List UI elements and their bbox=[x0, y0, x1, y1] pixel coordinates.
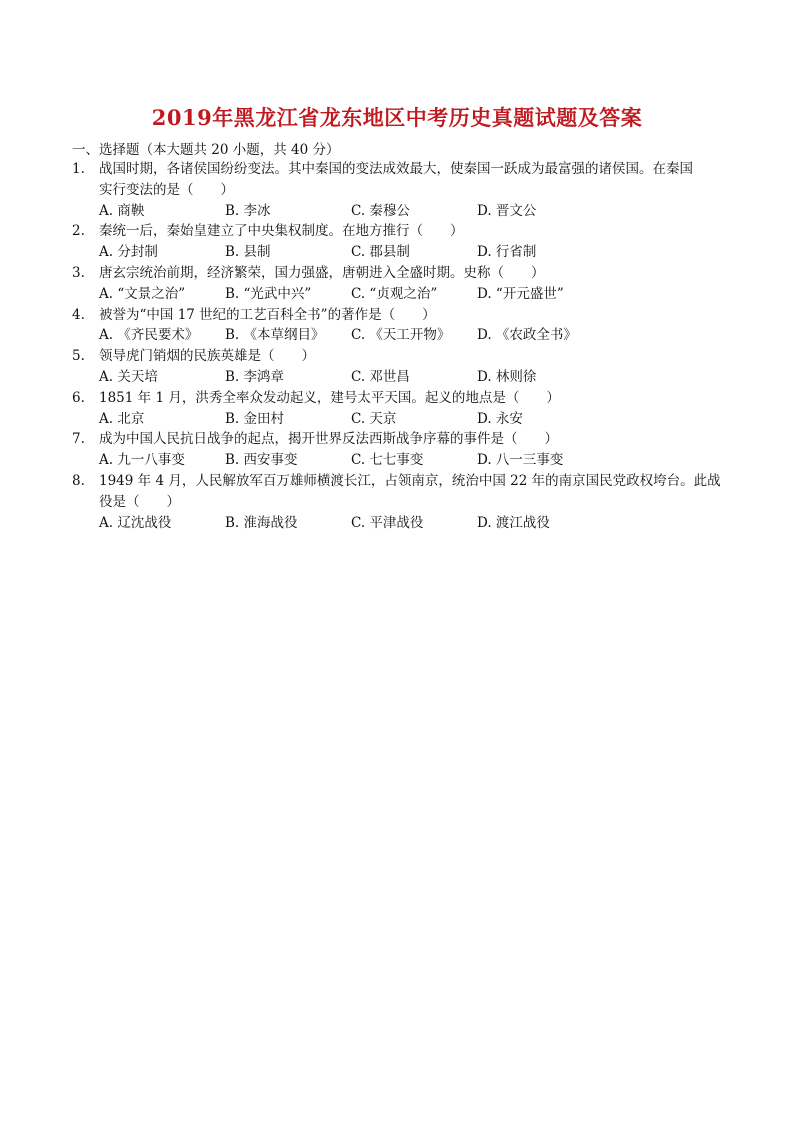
answer-option[interactable]: A. “文景之治” bbox=[99, 285, 186, 302]
question-stem-line: 1851 年 1 月，洪秀全率众发动起义，建号太平天国。起义的地点是（ ） bbox=[99, 389, 560, 406]
answer-option[interactable]: B. 西安事变 bbox=[225, 452, 298, 469]
option-row bbox=[99, 201, 719, 222]
answer-option[interactable]: A. 《齐民要术》 bbox=[99, 327, 199, 344]
question-stem bbox=[99, 346, 729, 367]
option-row bbox=[99, 242, 719, 263]
question-stem bbox=[99, 471, 729, 513]
answer-option[interactable]: A. 分封制 bbox=[99, 244, 158, 261]
question-stem-line: 领导虎门销烟的民族英雄是（ ） bbox=[99, 348, 315, 365]
question-stem-line: 实行变法的是（ ） bbox=[99, 181, 234, 198]
answer-option[interactable]: C. 郡县制 bbox=[351, 244, 410, 261]
question-stem bbox=[99, 263, 729, 284]
answer-option[interactable]: B. 淮海战役 bbox=[225, 514, 298, 531]
question-number: 8. bbox=[72, 473, 85, 489]
answer-option[interactable]: B. “光武中兴” bbox=[225, 285, 312, 302]
question-number: 2. bbox=[72, 223, 85, 240]
question-stem-line: 秦统一后，秦始皇建立了中央集权制度。在地方推行（ ） bbox=[99, 223, 464, 240]
answer-option[interactable]: B. 金田村 bbox=[225, 410, 285, 427]
section-heading: 一、选择题（本大题共 20 小题，共 40 分） bbox=[72, 142, 340, 158]
question-stem bbox=[99, 159, 729, 201]
question-stem-line: 役是（ ） bbox=[99, 493, 180, 510]
answer-option[interactable]: A. 关天培 bbox=[99, 368, 158, 385]
answer-option[interactable]: B. 《本草纲目》 bbox=[225, 327, 325, 344]
answer-option[interactable]: A. 九一八事变 bbox=[99, 452, 185, 469]
question-stem-line: 唐玄宗统治前期，经济繁荣，国力强盛，唐朝进入全盛时期。史称（ ） bbox=[99, 265, 545, 281]
answer-option[interactable]: D. 行省制 bbox=[477, 244, 537, 261]
question-number: 7. bbox=[72, 431, 85, 448]
option-row bbox=[99, 409, 719, 430]
answer-option[interactable]: D. 八一三事变 bbox=[477, 452, 564, 469]
question-number: 1. bbox=[72, 161, 85, 177]
answer-option[interactable]: D. “开元盛世” bbox=[477, 285, 564, 302]
question-number: 5. bbox=[72, 348, 85, 365]
question-number: 4. bbox=[72, 306, 85, 323]
answer-option[interactable]: C. 秦穆公 bbox=[351, 202, 410, 219]
option-row bbox=[99, 284, 719, 305]
answer-option[interactable]: D. 永安 bbox=[477, 410, 523, 427]
answer-option[interactable]: D. 《农政全书》 bbox=[477, 327, 577, 344]
answer-option[interactable]: A. 辽沈战役 bbox=[99, 514, 172, 531]
answer-option[interactable]: A. 商鞅 bbox=[99, 202, 145, 219]
option-row bbox=[99, 450, 719, 471]
question-stem-line: 被誉为“中国 17 世纪的工艺百科全书”的著作是（ ） bbox=[99, 306, 436, 323]
question-stem bbox=[99, 221, 729, 242]
question-stem bbox=[99, 429, 729, 450]
answer-option[interactable]: C. 平津战役 bbox=[351, 514, 424, 531]
answer-option[interactable]: C. “贞观之治” bbox=[351, 285, 438, 302]
question-stem-line: 战国时期，各诸侯国纷纷变法。其中秦国的变法成效最大，使秦国一跃成为最富强的诸侯国。在秦国 bbox=[99, 161, 693, 177]
answer-option[interactable]: B. 县制 bbox=[225, 244, 271, 261]
page-title: 2019年黑龙江省龙东地区中考历史真题试题及答案 bbox=[151, 105, 643, 130]
option-row bbox=[99, 367, 719, 388]
question-number: 3. bbox=[72, 265, 85, 281]
option-row bbox=[99, 325, 719, 346]
answer-option[interactable]: C. 天京 bbox=[351, 410, 397, 427]
answer-option[interactable]: B. 李鸿章 bbox=[225, 368, 285, 385]
question-stem bbox=[99, 305, 729, 326]
answer-option[interactable]: D. 晋文公 bbox=[477, 202, 537, 219]
option-row bbox=[99, 513, 719, 534]
answer-option[interactable]: D. 林则徐 bbox=[477, 368, 537, 385]
answer-option[interactable]: C. 七七事变 bbox=[351, 452, 424, 469]
answer-option[interactable]: C. 《天工开物》 bbox=[351, 327, 451, 344]
question-stem-line: 1949 年 4 月，人民解放军百万雄师横渡长江，占领南京，统治中国 22 年的南京国民党政权垮台。此战 bbox=[99, 473, 721, 489]
question-stem bbox=[99, 388, 729, 409]
answer-option[interactable]: C. 邓世昌 bbox=[351, 368, 410, 385]
question-number: 6. bbox=[72, 389, 85, 406]
answer-option[interactable]: A. 北京 bbox=[99, 410, 145, 427]
answer-option[interactable]: B. 李冰 bbox=[225, 202, 271, 219]
question-stem-line: 成为中国人民抗日战争的起点，揭开世界反法西斯战争序幕的事件是（ ） bbox=[99, 431, 558, 448]
answer-option[interactable]: D. 渡江战役 bbox=[477, 514, 550, 531]
